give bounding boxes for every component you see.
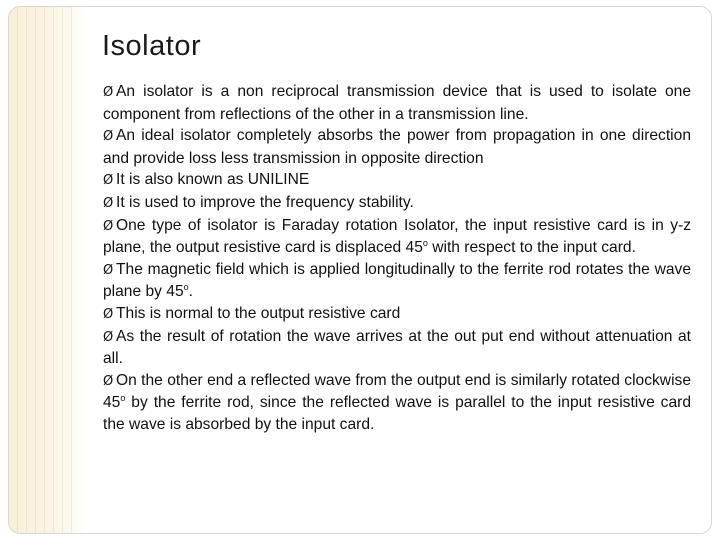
slide-body [103, 81, 691, 436]
arrow-bullet-icon: Ø [103, 329, 114, 345]
arrow-bullet-icon: Ø [103, 129, 114, 145]
arrow-bullet-icon: Ø [103, 306, 114, 322]
bullet-paragraph-4 [103, 192, 691, 215]
bullet-paragraph-5 [103, 215, 691, 259]
bullet-text: As the result of rotation the wave arrives at the out put end without attenuation at all. [103, 327, 691, 368]
bullet-paragraph-8 [103, 326, 691, 370]
bullet-text: It is also known as UNILINE [116, 171, 310, 189]
bullet-paragraph-6 [103, 259, 691, 303]
degree-superscript: o [422, 237, 428, 248]
bullet-paragraph-3 [103, 169, 691, 192]
bullet-text: One type of isolator is Faraday rotation Isolator, the input resistive card is in y-z plane, the output resistive card is displaced 45$^o$ with respect to the input card. [103, 216, 691, 257]
bullet-paragraph-7 [103, 303, 691, 326]
arrow-bullet-icon: Ø [103, 173, 114, 189]
degree-superscript: o [120, 393, 126, 404]
bullet-text: The magnetic field which is applied longitudinally to the ferrite rod rotates the wave plane by 45$^o$. [103, 260, 691, 301]
arrow-bullet-icon: Ø [103, 85, 114, 100]
slide-title: Isolator [102, 30, 202, 62]
bullet-paragraph-1 [103, 81, 691, 125]
bullet-text: It is used to improve the frequency stability. [116, 193, 414, 211]
bullet-paragraph-2 [103, 125, 691, 169]
arrow-bullet-icon: Ø [103, 195, 114, 211]
bullet-text: An ideal isolator completely absorbs the power from propagation in one direction and provide loss less transmission in opposite direction [103, 127, 691, 167]
degree-superscript: o [183, 282, 189, 293]
bullet-text: An isolator is a non reciprocal transmission device that is used to isolate one component from reflections of the other in a transmission line. [103, 83, 691, 123]
arrow-bullet-icon: Ø [103, 262, 114, 278]
bullet-text: On the other end a reflected wave from the output end is similarly rotated clockwise 45$^o$ by the ferrite rod, since the reflected wave is parallel to the input resistive card the wave is absorbed by the input card. [103, 371, 691, 433]
bullet-text: This is normal to the output resistive card [116, 304, 401, 322]
arrow-bullet-icon: Ø [103, 373, 114, 389]
arrow-bullet-icon: Ø [103, 218, 114, 234]
bullet-paragraph-9 [103, 370, 691, 436]
decorative-side-band [9, 7, 85, 533]
